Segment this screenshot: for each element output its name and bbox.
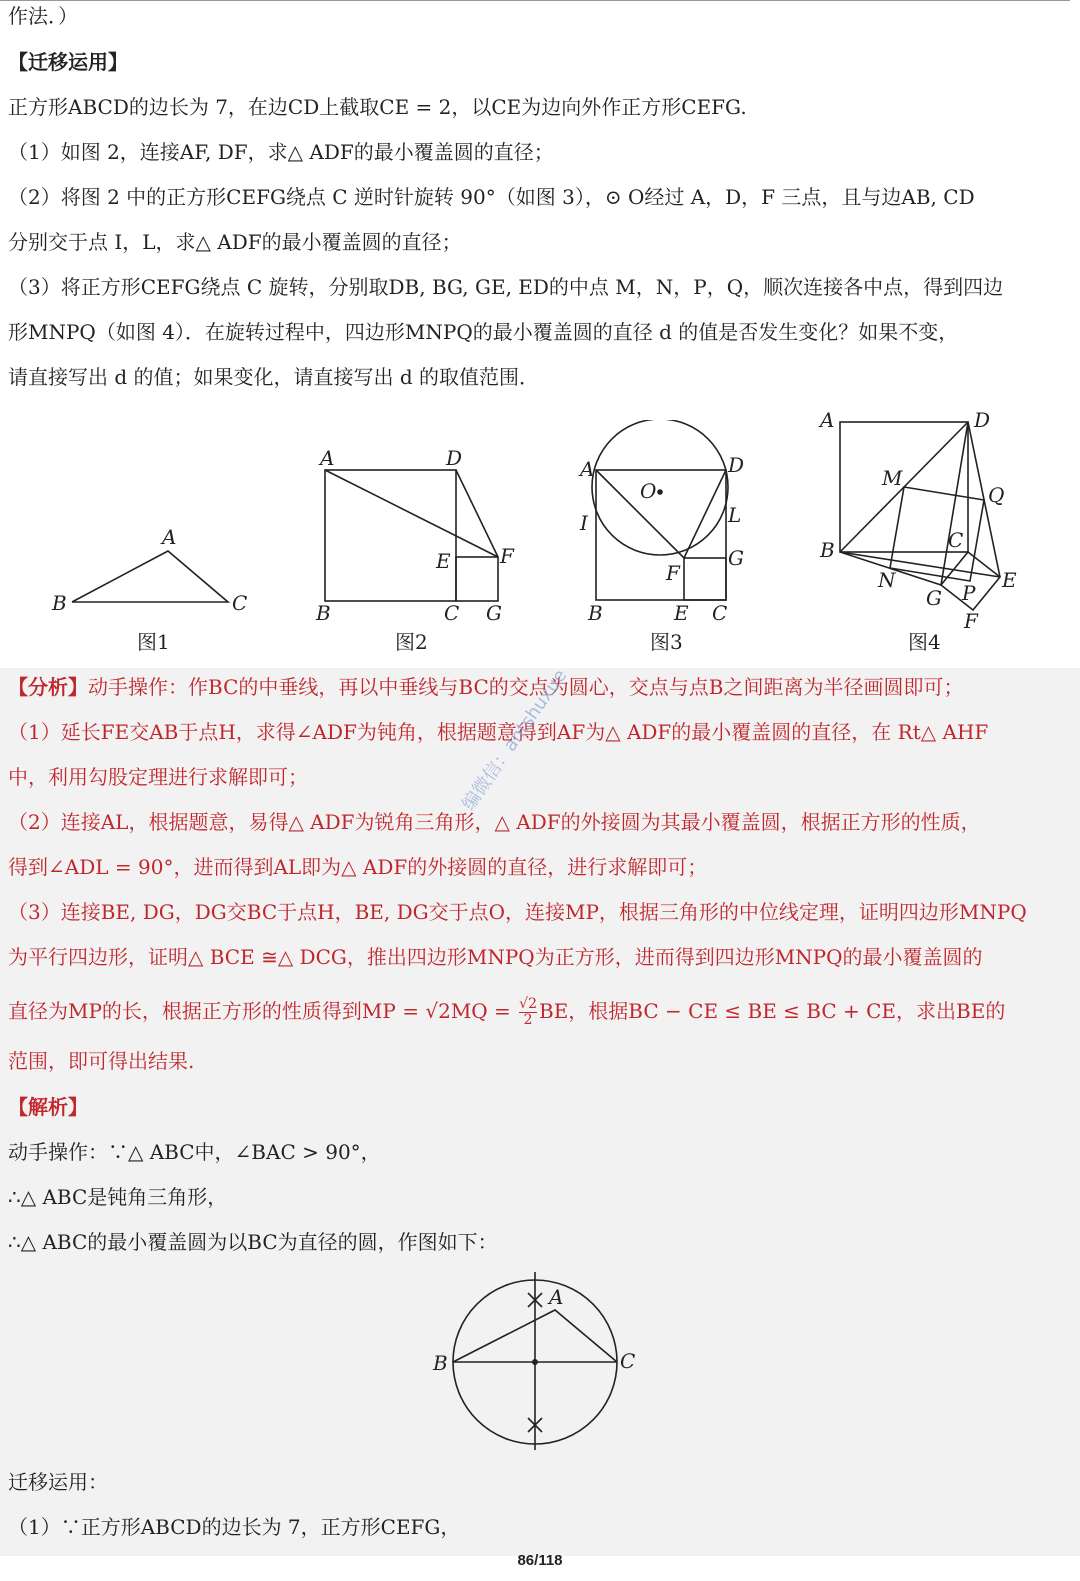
fig3-label-f: F <box>666 561 680 585</box>
problem-q3-line2: 形MNPQ（如图 4）．在旋转过程中，四边形MNPQ的最小覆盖圆的直径 d 的值是否发生变化？如果不变， <box>8 320 959 344</box>
fig4-label-g: G <box>926 586 942 610</box>
analysis-l8b: MQ = <box>450 999 518 1023</box>
solution-tag: 【解析】 <box>8 1095 88 1119</box>
analysis-fraction <box>519 997 537 1028</box>
fig3-label-c: C <box>712 601 728 625</box>
fig3-label-b: B <box>588 601 603 625</box>
problem-q3-line3: 请直接写出 d 的值；如果变化，请直接写出 d 的取值范围． <box>8 365 540 389</box>
analysis-frac-den: 2 <box>523 1012 533 1028</box>
fig2-caption: 图2 <box>395 630 428 654</box>
solution-figure <box>425 1270 655 1455</box>
fig4-label-d: D <box>974 408 991 432</box>
solution-line2: ∴△ ABC是钝角三角形， <box>8 1185 228 1209</box>
fig3-label-d: D <box>728 453 745 477</box>
solution-line3: ∴△ ABC的最小覆盖圆为以BC为直径的圆，作图如下： <box>8 1230 498 1254</box>
analysis-line8 <box>8 997 1072 1028</box>
analysis-line6: （3）连接BE, DG，DG交BC于点H，BE, DG交于点O，连接MP，根据三角形的中位线定理，证明四边形MNPQ <box>8 900 1027 924</box>
fig1-caption: 图1 <box>137 630 170 654</box>
fig1-label-c: C <box>232 591 248 615</box>
figure-4 <box>810 405 1025 630</box>
fig4-label-c: C <box>948 528 964 552</box>
analysis-line7: 为平行四边形，证明△ BCE ≅△ DCG，推出四边形MNPQ为正方形，进而得到四边形MNPQ的最小覆盖圆的 <box>8 945 983 969</box>
fig3-label-g: G <box>728 546 744 570</box>
solution-line4: 迁移运用： <box>8 1470 108 1494</box>
fig2-label-d: D <box>446 446 463 470</box>
figure-1 <box>40 520 270 630</box>
fig2-label-f: F <box>500 544 514 568</box>
figure-2 <box>310 445 530 630</box>
fig4-label-a: A <box>820 408 835 432</box>
figure-3 <box>570 420 770 630</box>
analysis-frac-num: √2 <box>519 996 537 1012</box>
problem-q3-line1: （3）将正方形CEFG绕点 C 旋转，分别取DB, BG, GE, ED的中点 M，N，P，Q，顺次连接各中点，得到四边 <box>8 275 1004 299</box>
analysis-line9: 范围，即可得出结果. <box>8 1049 195 1073</box>
analysis-l8c: BE，根据BC − CE ≤ BE ≤ BC + CE，求出BE的 <box>539 999 1006 1023</box>
fig2-label-g: G <box>486 601 502 625</box>
fig4-label-p: P <box>962 581 976 605</box>
fig3-label-e: E <box>674 601 689 625</box>
fig2-label-b: B <box>316 601 331 625</box>
analysis-line5: 得到∠ADL = 90°，进而得到AL即为△ ADF的外接圆的直径，进行求解即可； <box>8 855 708 879</box>
fig1-label-a: A <box>162 525 177 549</box>
analysis-sqrt1: √2 <box>425 999 451 1023</box>
problem-q1: （1）如图 2，连接AF, DF，求△ ADF的最小覆盖圆的直径； <box>8 140 554 164</box>
problem-intro: 正方形ABCD的边长为 7，在边CD上截取CE = 2，以CE为边向外作正方形CEFG. <box>8 95 747 119</box>
solution-line5: （1）∵正方形ABCD的边长为 7，正方形CEFG， <box>8 1515 461 1539</box>
analysis-line3: 中，利用勾股定理进行求解即可； <box>8 765 308 789</box>
fig4-label-e: E <box>1002 568 1017 592</box>
analysis-line4: （2）连接AL，根据题意，易得△ ADF为锐角三角形，△ ADF的外接圆为其最小覆盖圆，根据正方形的性质， <box>8 810 981 834</box>
solution-line1: 动手操作：∵△ ABC中，∠BAC > 90°， <box>8 1140 381 1164</box>
fig2-label-e: E <box>436 549 451 573</box>
page-number: 86/118 <box>517 1552 563 1569</box>
sol-fig-label-b: B <box>433 1351 448 1375</box>
analysis-line2: （1）延长FE交AB于点H，求得∠ADF为钝角，根据题意得到AF为△ ADF的最小覆盖圆的直径，在 Rt△ AHF <box>8 720 989 744</box>
fig4-label-n: N <box>878 568 896 592</box>
fig4-label-q: Q <box>988 483 1005 507</box>
fig4-caption: 图4 <box>908 630 941 654</box>
fig4-label-f: F <box>964 609 978 630</box>
fig1-label-b: B <box>52 591 67 615</box>
fig3-label-i: I <box>580 511 588 535</box>
fig3-label-o: O <box>640 479 657 503</box>
analysis-tag: 【分析】 <box>8 675 88 699</box>
problem-q2-line1: （2）将图 2 中的正方形CEFG绕点 C 逆时针旋转 90°（如图 3），⊙ O经过 A，D，F 三点，且与边AB, CD <box>8 185 975 209</box>
sol-fig-label-a: A <box>549 1285 564 1309</box>
fig4-label-m: M <box>882 466 903 490</box>
fig3-label-a: A <box>580 457 595 481</box>
sol-fig-label-c: C <box>620 1349 636 1373</box>
analysis-l8a: 直径为MP的长，根据正方形的性质得到MP = <box>8 999 426 1023</box>
problem-q2-line2: 分别交于点 I，L，求△ ADF的最小覆盖圆的直径； <box>8 230 462 254</box>
fig2-label-c: C <box>444 601 460 625</box>
fig3-caption: 图3 <box>650 630 683 654</box>
top-rule <box>0 0 1070 1</box>
fig3-label-l: L <box>728 503 742 527</box>
top-fragment: 作法．） <box>8 4 78 28</box>
fig4-label-b: B <box>820 538 835 562</box>
analysis-text1: 动手操作：作BC的中垂线，再以中垂线与BC的交点为圆心，交点与点B之间距离为半径画圆即可； <box>88 675 964 699</box>
fig2-label-a: A <box>320 446 335 470</box>
section-title: 【迁移运用】 <box>8 50 128 74</box>
watermark: 编微信：antshuxue <box>458 665 572 815</box>
